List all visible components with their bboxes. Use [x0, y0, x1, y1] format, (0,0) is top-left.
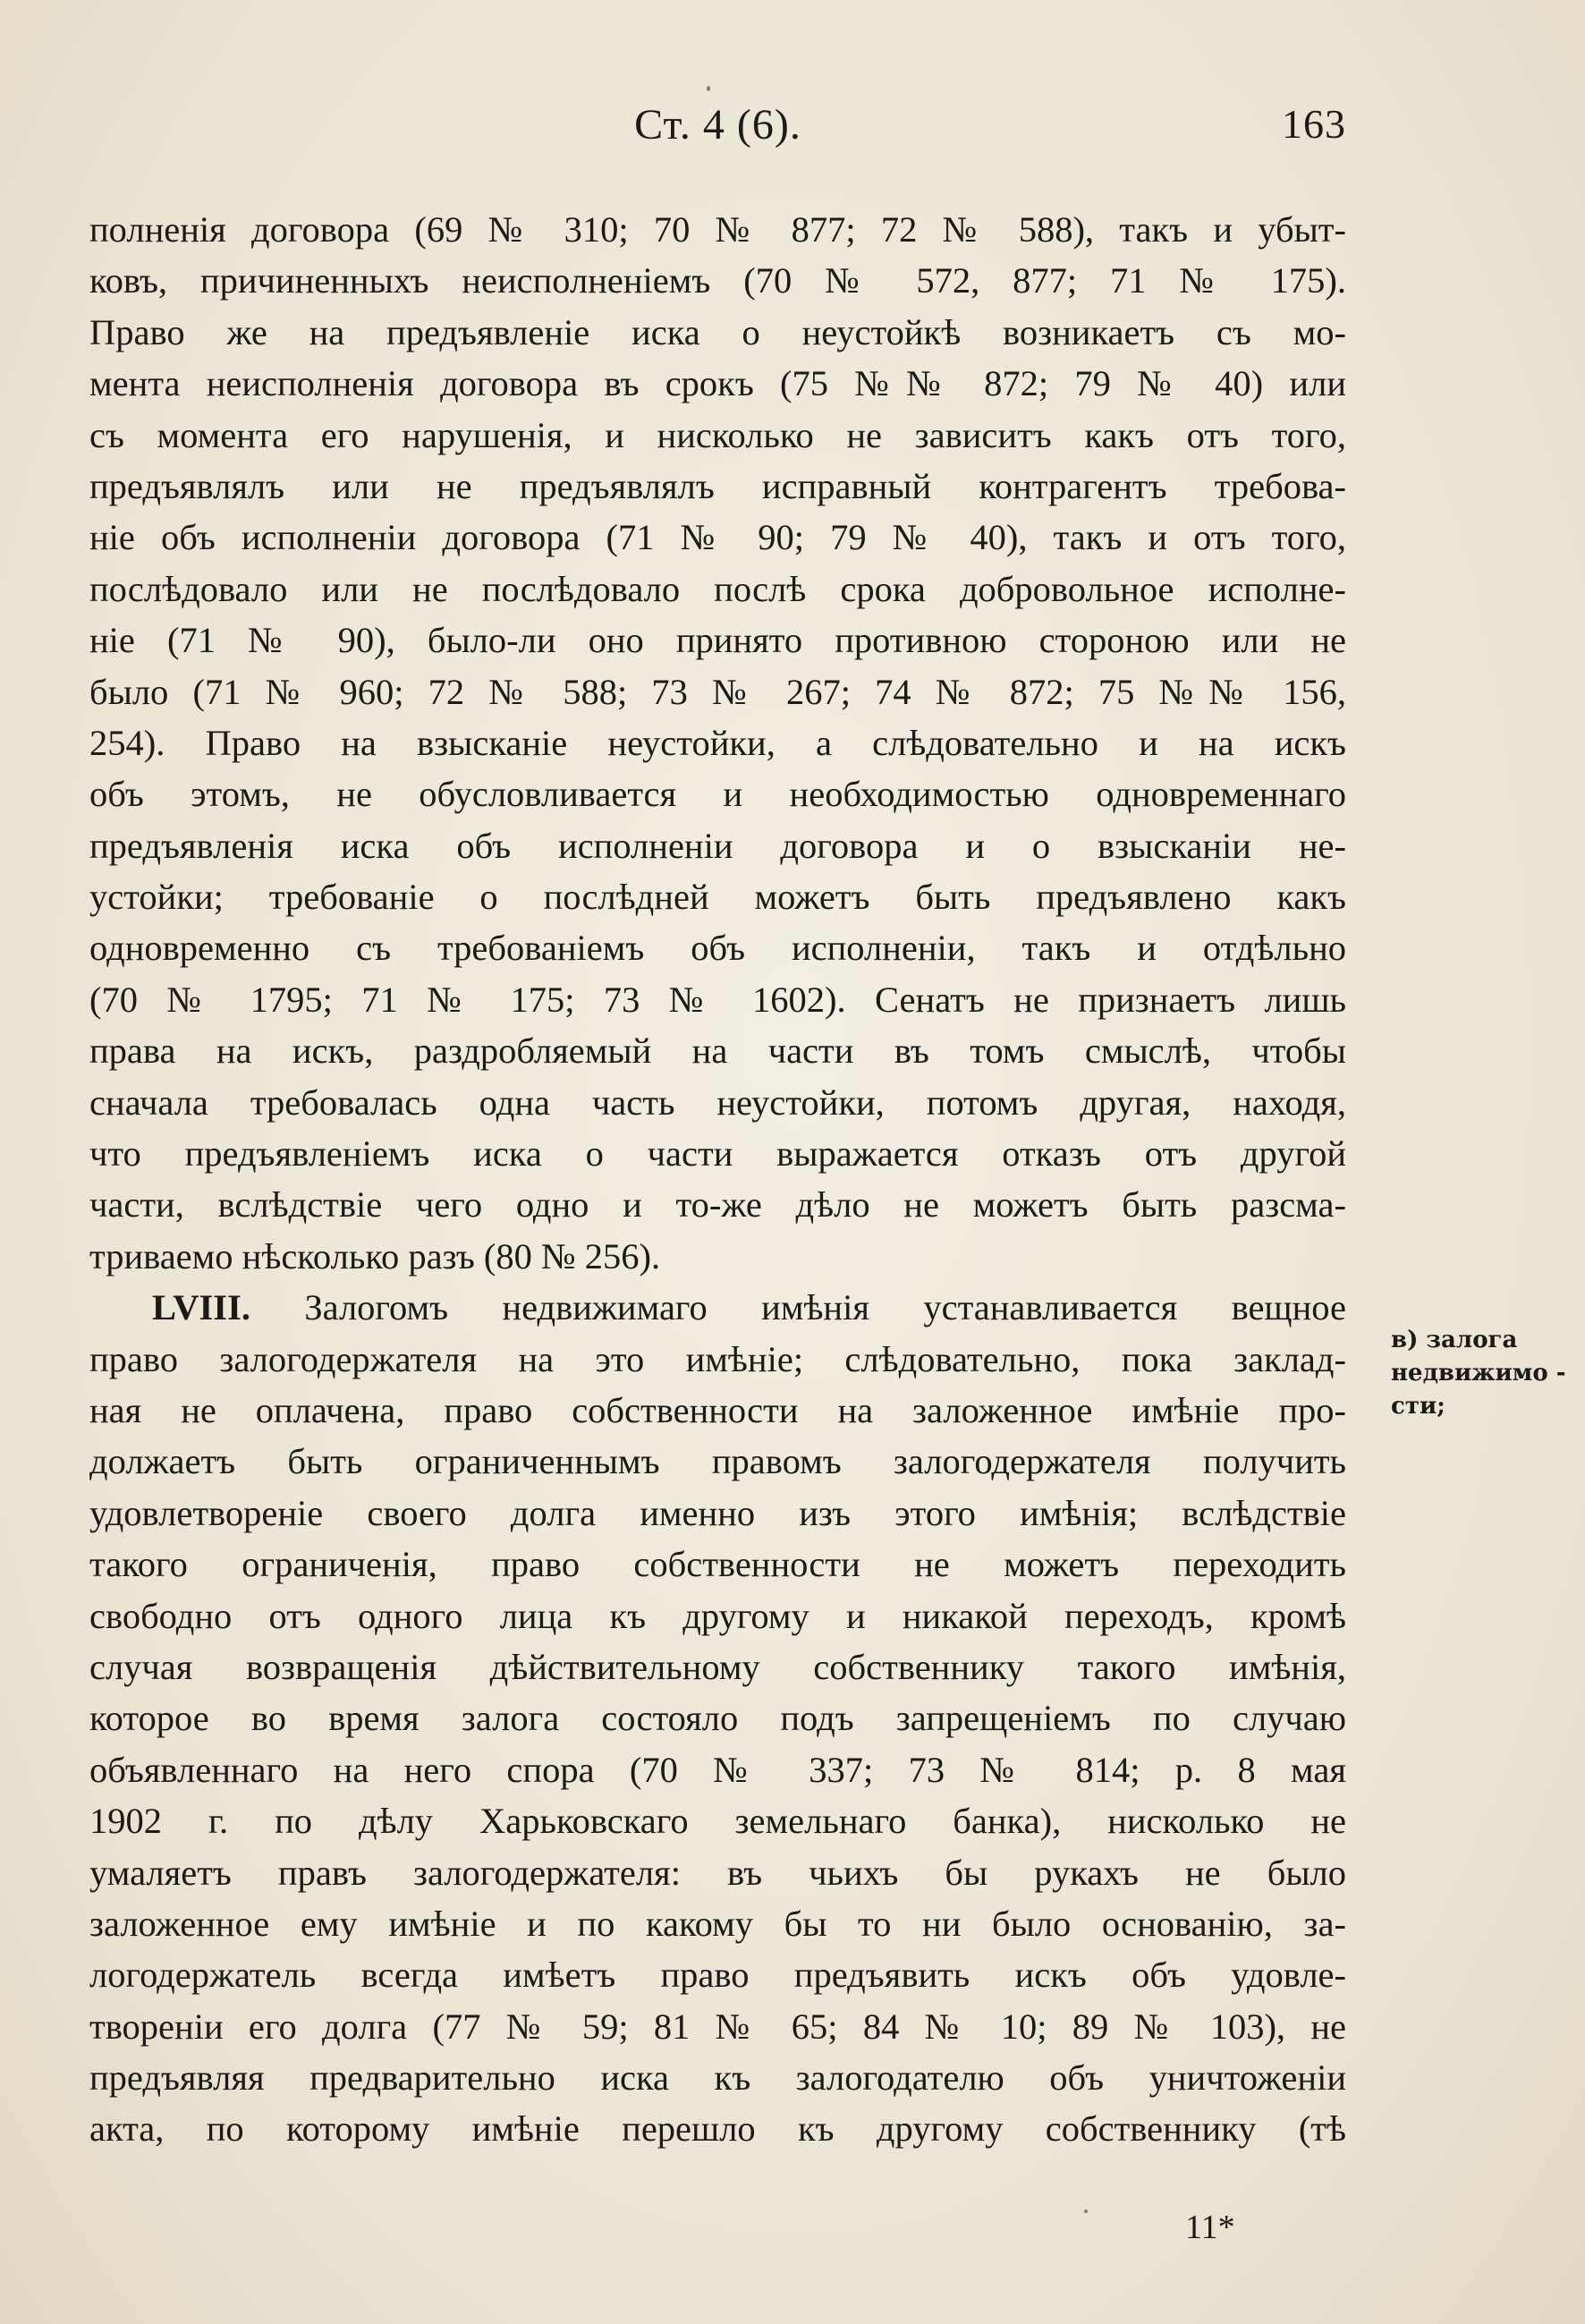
text-line: объ этомъ, не обусловливается и необходимостью одновременнаго: [89, 774, 1346, 815]
text-line: предъявляя предварительно иска къ залогодателю объ уничтоженіи: [89, 2057, 1346, 2099]
margin-note-line: недвижимо -: [1391, 1360, 1566, 1387]
page-header: [89, 100, 1346, 163]
text-line: Право же на предъявленіе иска о неустойкѣ возникаетъ съ мо-: [89, 311, 1346, 352]
text-line: ная не оплачена, право собственности на заложенное имѣніе про-: [89, 1389, 1346, 1430]
text-line: право залогодержателя на это имѣніе; слѣдовательно, пока заклад-: [89, 1338, 1346, 1379]
text-line: предъявлялъ или не предъявлялъ исправный контрагентъ требова-: [89, 465, 1346, 506]
margin-note-line: сти;: [1391, 1393, 1445, 1420]
paragraph-2-first-text: Залогомъ недвижимаго имѣнія устанавливается вещное: [304, 1287, 1347, 1328]
text-line: (70 № 1795; 71 № 175; 73 № 1602). Сенатъ не признаетъ лишь: [89, 979, 1346, 1020]
text-line: полненія договора (69 № 310; 70 № 877; 72 № 588), такъ и убыт-: [89, 209, 1346, 250]
text-line: ніе объ исполненіи договора (71 № 90; 79 № 40), такъ и отъ того,: [89, 517, 1346, 558]
body-text: [89, 204, 1346, 2155]
text-line: свободно отъ одного лица къ другому и никакой переходъ, кромѣ: [89, 1595, 1346, 1636]
text-line: 1902 г. по дѣлу Харьковскаго земельнаго банка), нисколько не: [89, 1801, 1346, 1842]
running-head: Ст. 4 (6).: [634, 101, 801, 148]
page-number: 163: [1282, 101, 1346, 147]
text-line: что предъявленіемъ иска о части выражается отказъ отъ другой: [89, 1133, 1346, 1175]
text-line: ніе (71 № 90), было-ли оно принято противною стороною или не: [89, 620, 1346, 661]
section-number: LVIII.: [152, 1287, 250, 1328]
text-line: устойки; требованіе о послѣдней можетъ быть предъявлено какъ: [89, 877, 1346, 918]
text-line: 254). Право на взысканіе неустойки, а слѣдовательно и на искъ: [89, 722, 1346, 763]
paragraph-2: [89, 1334, 1346, 2155]
paragraph-1: [89, 204, 1346, 1282]
text-line: триваемо нѣсколько разъ (80 № 256).: [89, 1235, 661, 1277]
text-line: мента неисполненія договора въ срокъ (75 №№ 872; 79 № 40) или: [89, 363, 1346, 404]
margin-note-line: в) залога: [1391, 1327, 1518, 1353]
text-line: логодержатель всегда имѣетъ право предъявить искъ объ удовле-: [89, 1955, 1346, 1996]
signature-mark: 11*: [1185, 2209, 1235, 2246]
margin-note: [1391, 1324, 1570, 1423]
text-line: акта, по которому имѣніе перешло къ другому собственнику (тѣ: [89, 2108, 1346, 2150]
text-line: твореніи его долга (77 № 59; 81 № 65; 84 № 10; 89 № 103), не: [89, 2006, 1346, 2047]
text-line: случая возвращенія дѣйствительному собственнику такого имѣнія,: [89, 1646, 1346, 1687]
paragraph-2-first-line: [89, 1282, 1346, 1333]
print-speck: [1084, 2209, 1088, 2213]
text-line: объявленнаго на него спора (70 № 337; 73 № 814; р. 8 мая: [89, 1749, 1346, 1790]
text-line: одновременно съ требованіемъ объ исполненіи, такъ и отдѣльно: [89, 928, 1346, 969]
text-line: удовлетвореніе своего долга именно изъ этого имѣнія; вслѣдствіе: [89, 1492, 1346, 1533]
text-line: права на искъ, раздробляемый на части въ томъ смыслѣ, чтобы: [89, 1031, 1346, 1072]
text-line: части, вслѣдствіе чего одно и то-же дѣло не можетъ быть разсма-: [89, 1184, 1346, 1226]
text-line: такого ограниченія, право собственности не можетъ переходить: [89, 1544, 1346, 1585]
text-line: заложенное ему имѣніе и по какому бы то ни было основанію, за-: [89, 1903, 1346, 1944]
text-line: умаляетъ правъ залогодержателя: въ чьихъ бы рукахъ не было: [89, 1852, 1346, 1893]
print-speck: [707, 86, 710, 91]
text-line: было (71 № 960; 72 № 588; 73 № 267; 74 № 872; 75 №№ 156,: [89, 671, 1346, 712]
text-line: послѣдовало или не послѣдовало послѣ срока добровольное исполне-: [89, 568, 1346, 609]
text-line: ковъ, причиненныхъ неисполненіемъ (70 № 572, 877; 71 № 175).: [89, 260, 1346, 301]
text-line: съ момента его нарушенія, и нисколько не зависитъ какъ отъ того,: [89, 414, 1346, 455]
text-line: сначала требовалась одна часть неустойки, потомъ другая, находя,: [89, 1081, 1346, 1123]
text-line: должаетъ быть ограниченнымъ правомъ залогодержателя получить: [89, 1441, 1346, 1482]
text-line: которое во время залога состояло подъ запрещеніемъ по случаю: [89, 1698, 1346, 1739]
text-line: предъявленія иска объ исполненіи договора и о взысканіи не-: [89, 825, 1346, 866]
